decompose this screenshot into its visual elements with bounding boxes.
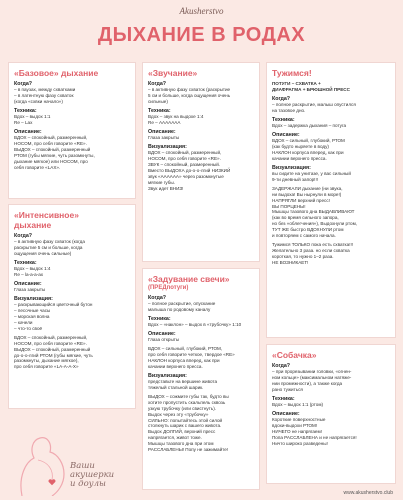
list-item: – морская волна [14,314,130,320]
when-label: Когда? [272,95,291,102]
brand-logo: Akusherstvo [179,6,224,16]
card-title: «Звучание» [148,68,198,78]
description-label: Описание: [148,331,176,338]
when-text: – полное раскрытие, опускание малыша по родовому каналу [148,301,216,313]
description-label: Описание: [14,280,42,287]
technique-label: Техника: [14,259,37,266]
card-title: «Собачка» [272,350,317,360]
technique-label: Техника: [14,107,37,114]
description-text: Глаза открыты [148,337,180,343]
description-label: Описание: [272,131,300,138]
website-url: www.akusherstvo.club [343,490,393,496]
technique-label: Техника: [148,316,171,323]
visualization-label: Визуализация: [148,144,187,151]
when-text: – в паузах, между схватками – в латентную фазу схваток (когда «схвки начало») [14,87,76,105]
description-label: Описание: [272,410,300,417]
card-basic-breathing [8,62,136,199]
card-title: Тужимся! [272,68,312,78]
technique-text: Вдох – выдох 1:4 Re – lа-а-а-аx [14,266,51,278]
when-text: – при прорезывании головки, «огнен- ном кольце» (максимальном натяже- нии промежности), а также когда рано тужиться [272,369,352,392]
when-label: Когда? [148,295,167,301]
card-candle-breathing [142,268,260,490]
note-text: Тужимся ТОЛЬКО пока есть схватка!!! Желательно 3 раза. но если схватка короткая, то нужно 1–2 раза. НЕ ВОЗНИКАЕТ! [272,241,354,265]
list-item: – песочные часы [14,308,130,314]
card-pushing [266,62,396,338]
visualization-list [14,302,130,332]
visualization-text: представьте на вершине живота тяжелый стальной шарик. [148,379,218,390]
card-title: «Базовое» дыхание [14,68,99,78]
description-label: Описание: [148,128,176,135]
visualization-text: вы сидите на унитазе, у вас сильный 9-ти дневный запор!!! [272,170,351,182]
header-text: ПОТУГИ – СХВАТКА + ДИАФРАГМА + БРЮШНОЙ ПРЕСС [272,81,350,92]
when-text: – в активную фазу схваток (раскрытие 5 см и больше, когда ощущения очень сильные) [148,87,231,105]
technique-text: Вдох – выдох 1:1 (ртом) [272,402,324,408]
card-dog-breathing [266,344,396,484]
signature-text: Ваши акушерки и доулы [70,461,115,489]
description-text: Глаза закрыты [148,135,180,141]
card-title: «Интенсивное» дыхание [14,210,79,230]
technique-text: Вдох – звук на выдохе 1:4 Re – ААААААА [148,114,204,126]
list-item: – раскрывающийся цветочный бутон [14,302,130,308]
description-text: ВДОХ – сильный, глубокий, РТОМ (как будто ныряете в воду) НАКЛОН корпуса вперед, как при качании верхнего пресса. [272,138,345,161]
technique-text: Вдох – «наклон» – выдох в «трубочку» 1:10 [148,322,242,328]
description-label: Описание: [14,128,42,135]
technique-text: Вдох – выдох 1:1 Re – Lax [14,114,51,126]
card-sound-breathing [142,62,260,262]
when-label: Когда? [14,81,33,87]
body-text: ЗАДЕРЖАЛИ дыхание (ни звука, ни выдоха! Вы нырнули в море!) НАПРЯГЛИ верхний пресс! ВЫ ПОРЦЕНЫ! Мышцы тазового дна ВЫДАВЛИВАЮТ (как во время сильного запора, но без «облегчения»), Выдохнули ртом, ТУТ ЖЕ быстро ВДОХНУЛИ ртом и повторяем с самого начала. [272,185,358,239]
visualization-label: Визуализация: [148,372,187,379]
description-text: Короткие поверхностные вдохи-выдохи РТОМ! НИЧЕГО не напрягаем! Попа РАССЛАБЛЕНА и не напрягается! Ничто широко разведены! [272,417,357,446]
page-title: ДЫХАНИЕ В РОДАХ [97,24,306,46]
description-text: Глаза закрыты [14,287,46,293]
body-text: ВДОХ – сильный, глубокий, РТОМ, про себя говорите четкое, твердое «RE» НАКЛОН корпуса вперед, как при качании верхнего пресса. [148,346,235,369]
visualization-text: ВДОХ – спокойный, размеренный, НОСОМ, про себя говорите «RE». ЗВУК – спокойный, размеренный. Вместо ВЫДОХА до-о-о-лгий НИЗКИЙ звук «АААААА» через разомкнутые мягкие губы. Звук идет ВНИЗ! [148,150,231,191]
visualization-label: Визуализация: [272,164,311,171]
card-title: «Задувание свечи» [148,274,230,284]
when-label: Когда? [148,81,167,87]
exhale-text: ВЫДОХ – сожмите губы так, будто вы хотите пропустить скальпель сквозь узкую трубочку (или свистнуть). Выдох через эту «трубочку» СИЛЬНО: попытайтесь этой силой столкнуть шарик с вашего живота. Выдох ДОЛГИЙ, верхний пресс напрягается, живот тоже. Мышцы тазового дна при этом РАССЛАБЛЕНЫ! Попу не зажимайте! [148,393,229,453]
card-intensive-breathing [8,204,136,409]
when-label: Когда? [272,363,291,369]
description-detail-text: ВДОХ – спокойный, размеренный, НОСОМ, про себя говорите «RE». ВЫДОХ – спокойный, размеренный до-о-о-лгий РТОМ (губы мягкие, чуть разомкнуты, дыхание мягкое), про себя говорите «LA-A-A-X» [14,334,93,370]
when-text: – полное раскрытие, малыш опустился на тазовое дно. [272,102,356,113]
heart-icon [48,478,56,486]
when-text: – в активную фазу схваток (когда раскрытие 5 см и больше, когда ощущения очень сильные) [14,239,85,257]
technique-label: Техника: [272,116,295,123]
technique-label: Техника: [272,395,295,402]
description-text: ВДОХ – спокойный, размеренный, НОСОМ, про себя говорите «RE». ВЫДОХ – спокойный, размеренный РТОМ (губы мягкие, чуть разомкнуты, дыхание мягкое) или НОСОМ, про себя говорите «LAX». [14,135,95,170]
list-item: – качели [14,320,130,326]
technique-text: Вдох – задержка дыхания – потуга [272,123,347,129]
visualization-label: Визуализация: [14,296,53,303]
technique-label: Техника: [148,107,171,114]
list-item: – что-то своё [14,326,130,332]
card-subtitle: (ПРЕДпотуги) [148,285,189,291]
when-label: Когда? [14,233,33,239]
